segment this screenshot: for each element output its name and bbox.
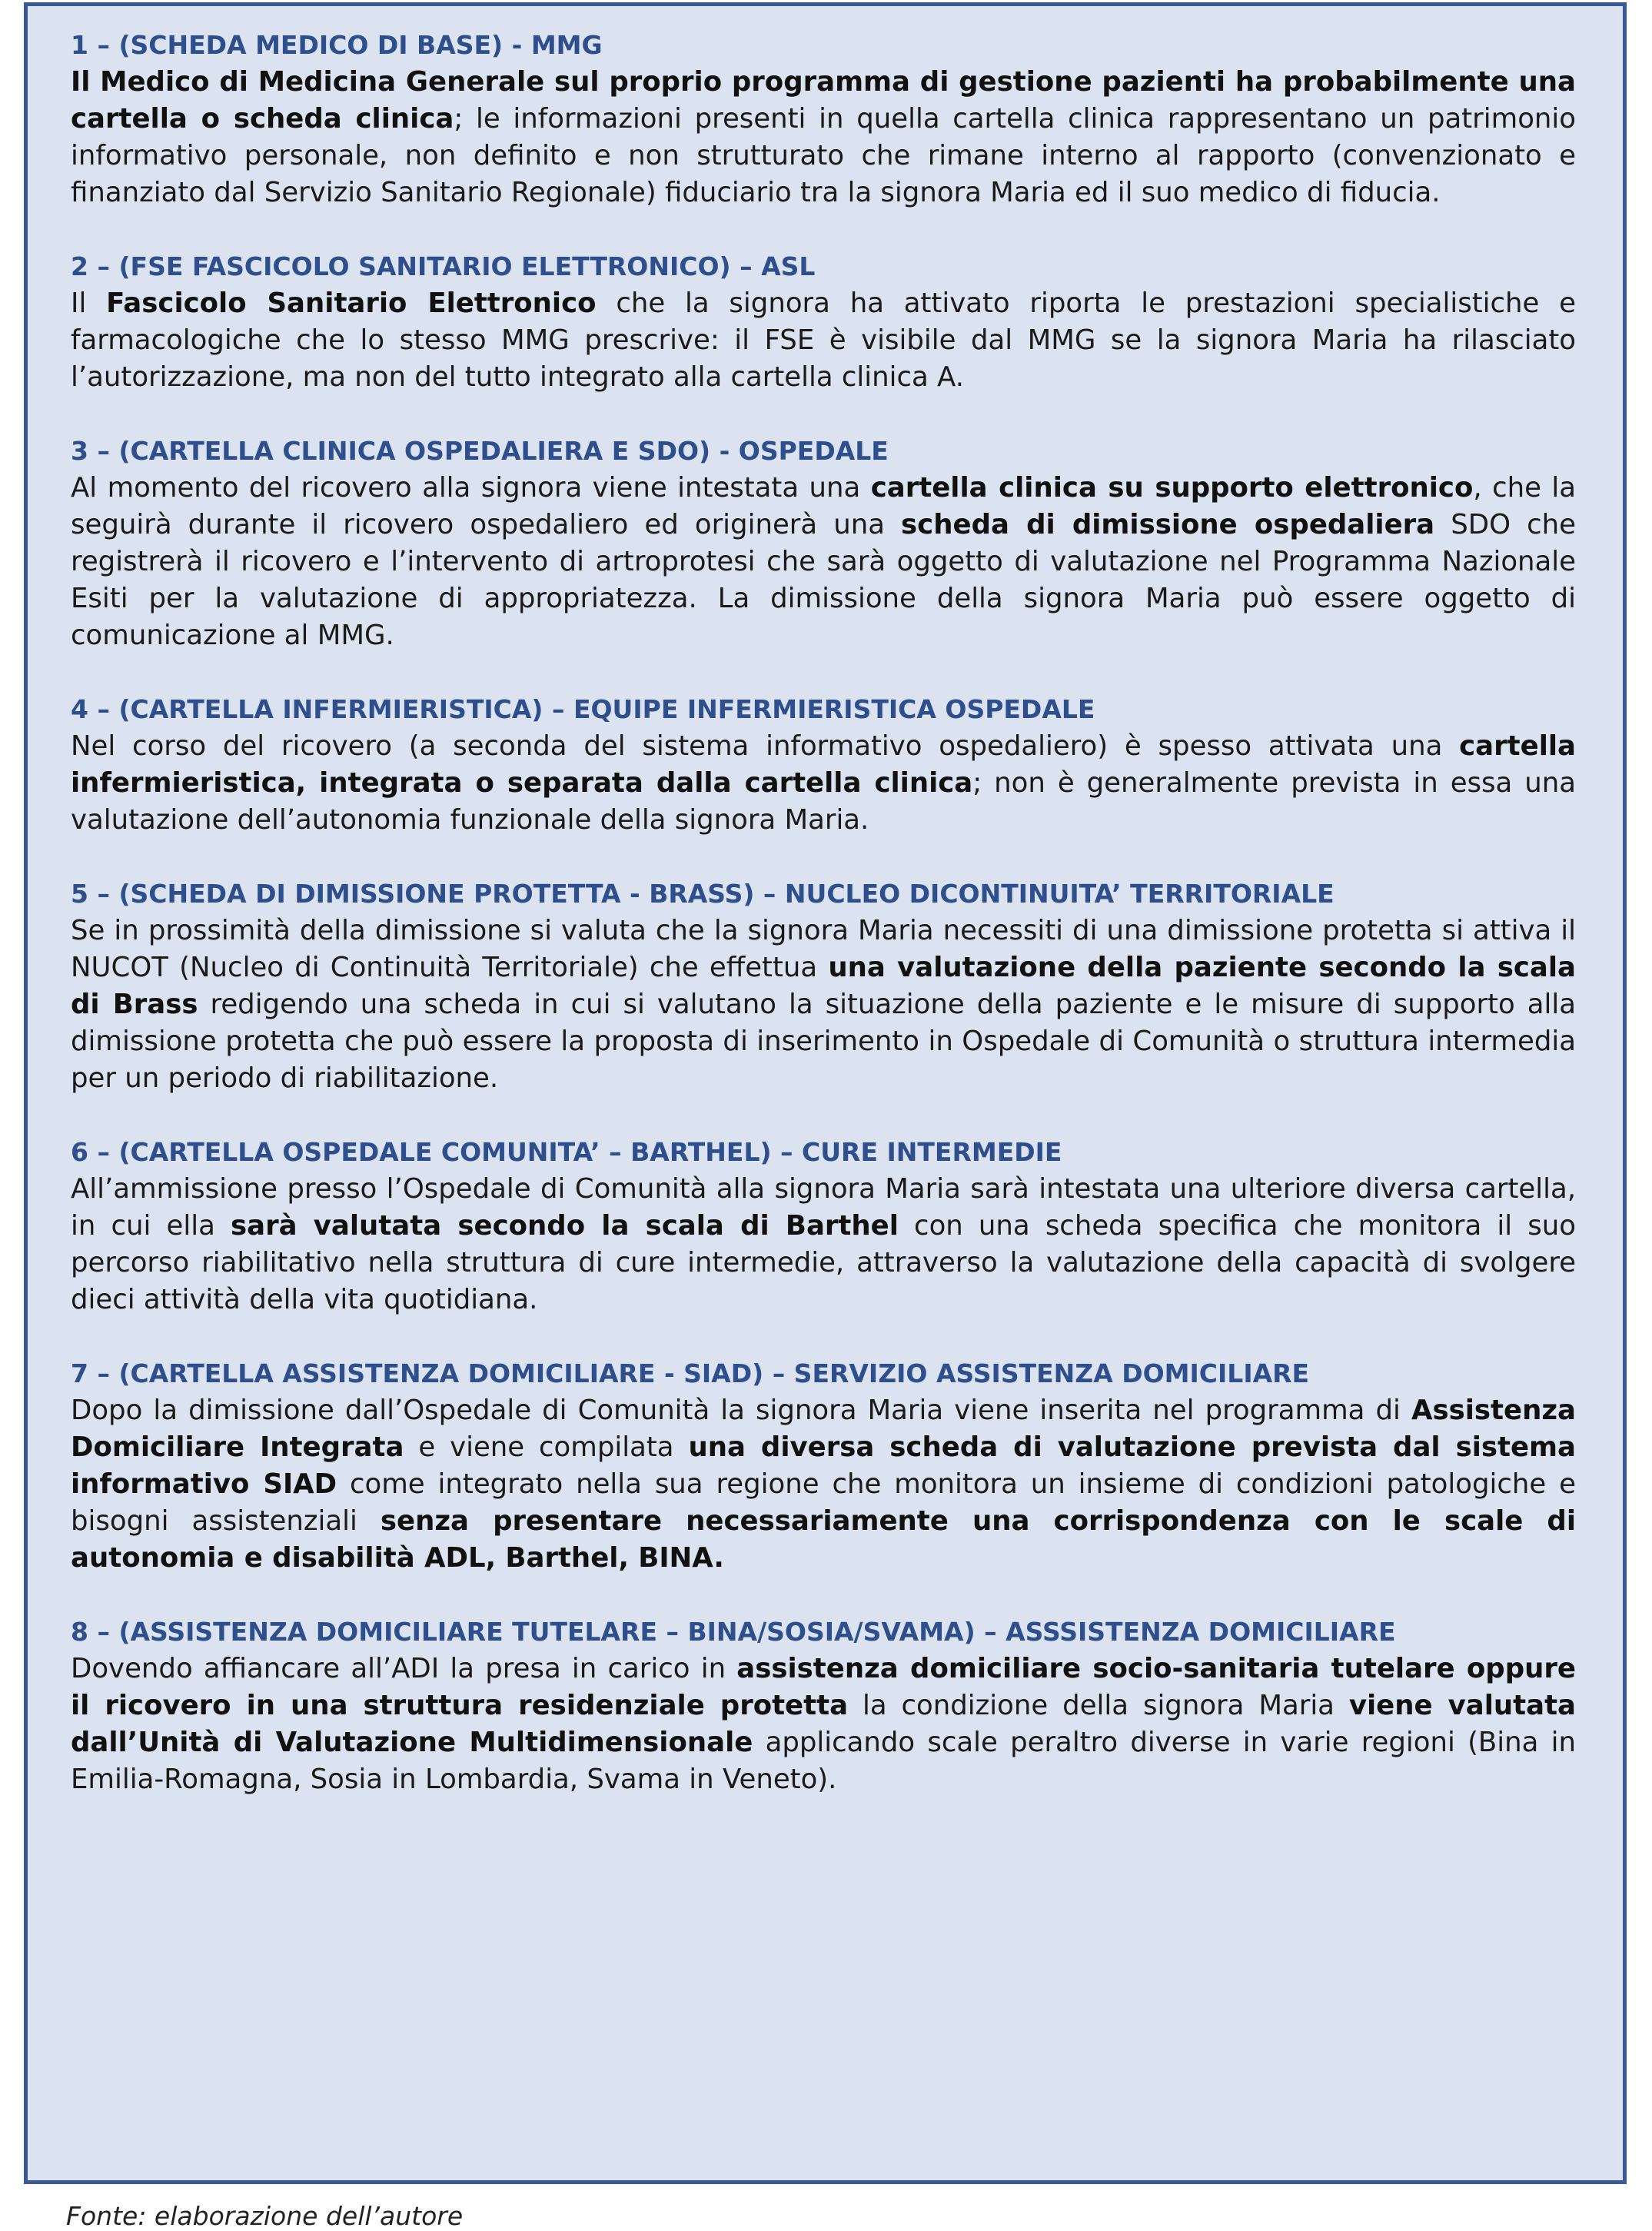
section-heading: 2 – (FSE FASCICOLO SANITARIO ELETTRONICO) – ASL: [71, 251, 816, 281]
section-5: [71, 876, 1576, 1097]
section-body: [71, 1392, 1576, 1577]
section-heading: 5 – (SCHEDA DI DIMISSIONE PROTETTA - BRASS) – NUCLEO DICONTINUITA’ TERRITORIALE: [71, 879, 1335, 909]
body-text: e viene compilata: [404, 1431, 689, 1463]
bold-text: una diversa scheda di valutazione prevista dal sistema informativo SIAD: [71, 1431, 1576, 1500]
bold-text: assistenza domiciliare socio-sanitaria tutelare oppure il ricovero in una struttura residenziale protetta: [71, 1653, 1576, 1721]
section-3: [71, 433, 1576, 654]
bold-text: scheda di dimissione ospedaliera: [901, 509, 1435, 540]
bold-text: Fascicolo Sanitario Elettronico: [106, 288, 597, 319]
bold-text: Il Medico di Medicina Generale sul proprio programma di gestione pazienti ha probabilmente una cartella o scheda clinica: [71, 66, 1576, 135]
body-text: Dovendo affiancare all’ADI la presa in carico in: [71, 1653, 737, 1684]
body-text: con una scheda specifica che monitora il suo percorso riabilitativo nella struttura di cure intermedie, attraverso la valutazione della capacità di svolgere dieci attività della vita quotidiana.: [71, 1210, 1576, 1315]
body-text: Dopo la dimissione dall’Ospedale di Comunità la signora Maria viene inserita nel programma di: [71, 1395, 1412, 1426]
body-text: , che la seguirà durante il ricovero ospedaliero ed originerà una: [71, 472, 1576, 540]
bold-text: senza presentare necessariamente una corrispondenza con le scale di autonomia e disabilità ADL, Barthel, BINA.: [71, 1505, 1576, 1574]
bold-text: viene valutata dall’Unità di Valutazione Multidimensionale: [71, 1690, 1577, 1758]
section-body: [71, 285, 1576, 396]
section-heading: 6 – (CARTELLA OSPEDALE COMUNITA’ – BARTHEL) – CURE INTERMEDIE: [71, 1137, 1062, 1167]
body-text: Al momento del ricovero alla signora viene intestata una: [71, 472, 871, 504]
section-heading: 4 – (CARTELLA INFERMIERISTICA) – EQUIPE INFERMIERISTICA OSPEDALE: [71, 694, 1095, 724]
body-text: ; le informazioni presenti in quella cartella clinica rappresentano un patrimonio informativo personale, non definito e non strutturato che rimane interno al rapporto (convenzionato e finanziato dal Servizio Sanitario Regionale) fiduciario tra la signora Maria ed il suo medico di fiducia.: [71, 103, 1576, 208]
body-text: Nel corso del ricovero (a seconda del sistema informativo ospedaliero) è spesso attivata una: [71, 730, 1460, 762]
body-text: la condizione della signora Maria: [848, 1690, 1349, 1721]
section-heading: 7 – (CARTELLA ASSISTENZA DOMICILIARE - SIAD) – SERVIZIO ASSISTENZA DOMICILIARE: [71, 1358, 1310, 1388]
bold-text: sarà valutata secondo la scala di Barthel: [231, 1210, 899, 1242]
body-text: applicando scale peraltro diverse in varie regioni (Bina in Emilia-Romagna, Sosia in Lombardia, Svama in Veneto).: [71, 1727, 1576, 1795]
section-2: [71, 248, 1576, 396]
body-text: All’ammissione presso l’Ospedale di Comunità alla signora Maria sarà intestata una ulteriore diversa cartella, in cui ella: [71, 1173, 1576, 1242]
bold-text: cartella clinica su supporto elettronico: [870, 472, 1474, 504]
section-6: [71, 1134, 1576, 1318]
section-body: [71, 1171, 1576, 1318]
section-heading: 8 – (ASSISTENZA DOMICILIARE TUTELARE – BINA/SOSIA/SVAMA) – ASSSISTENZA DOMICILIARE: [71, 1617, 1396, 1647]
section-body: [71, 913, 1576, 1097]
body-text: che la signora ha attivato riporta le prestazioni specialistiche e farmacologiche che lo stesso MMG prescrive: il FSE è visibile dal MMG se la signora Maria ha rilasciato l’autorizzazione, ma non del tutto integrato alla cartella clinica A.: [71, 288, 1576, 393]
section-body: [71, 470, 1576, 654]
section-8: [71, 1614, 1576, 1798]
body-text: redigendo una scheda in cui si valutano la situazione della paziente e le misure di supporto alla dimissione protetta che può essere la proposta di inserimento in Ospedale di Comunità o struttura intermedia per un periodo di riabilitazione.: [71, 989, 1576, 1094]
source-note: Fonte: elaborazione dell’autore: [66, 2201, 464, 2231]
section-heading: 1 – (SCHEDA MEDICO DI BASE) - MMG: [71, 30, 603, 60]
section-body: [71, 728, 1576, 839]
body-text: SDO che registrerà il ricovero e l’intervento di artroprotesi che sarà oggetto di valutazione nel Programma Nazionale Esiti per la valutazione di appropriatezza. La dimissione della signora Maria può essere oggetto di comunicazione al MMG.: [71, 509, 1576, 651]
bold-text: Assistenza Domiciliare Integrata: [71, 1395, 1576, 1463]
body-text: ; non è generalmente prevista in essa una valutazione dell’autonomia funzionale della signora Maria.: [71, 767, 1576, 836]
bold-text: una valutazione della paziente secondo la scala di Brass: [71, 952, 1576, 1020]
section-4: [71, 691, 1576, 839]
section-heading: 3 – (CARTELLA CLINICA OSPEDALIERA E SDO) - OSPEDALE: [71, 436, 889, 466]
bold-text: cartella infermieristica, integrata o separata dalla cartella clinica: [71, 730, 1576, 799]
section-body: [71, 64, 1576, 211]
body-text: come integrato nella sua regione che monitora un insieme di condizioni patologiche e bisogni assistenziali: [71, 1468, 1576, 1537]
section-7: [71, 1355, 1576, 1577]
body-text: Il: [71, 288, 107, 319]
section-body: [71, 1651, 1576, 1798]
content-box: [24, 2, 1627, 2184]
section-1: [71, 27, 1576, 211]
body-text: Se in prossimità della dimissione si valuta che la signora Maria necessiti di una dimissione protetta si attiva il NUCOT (Nucleo di Continuità Territoriale) che effettua: [71, 915, 1576, 983]
